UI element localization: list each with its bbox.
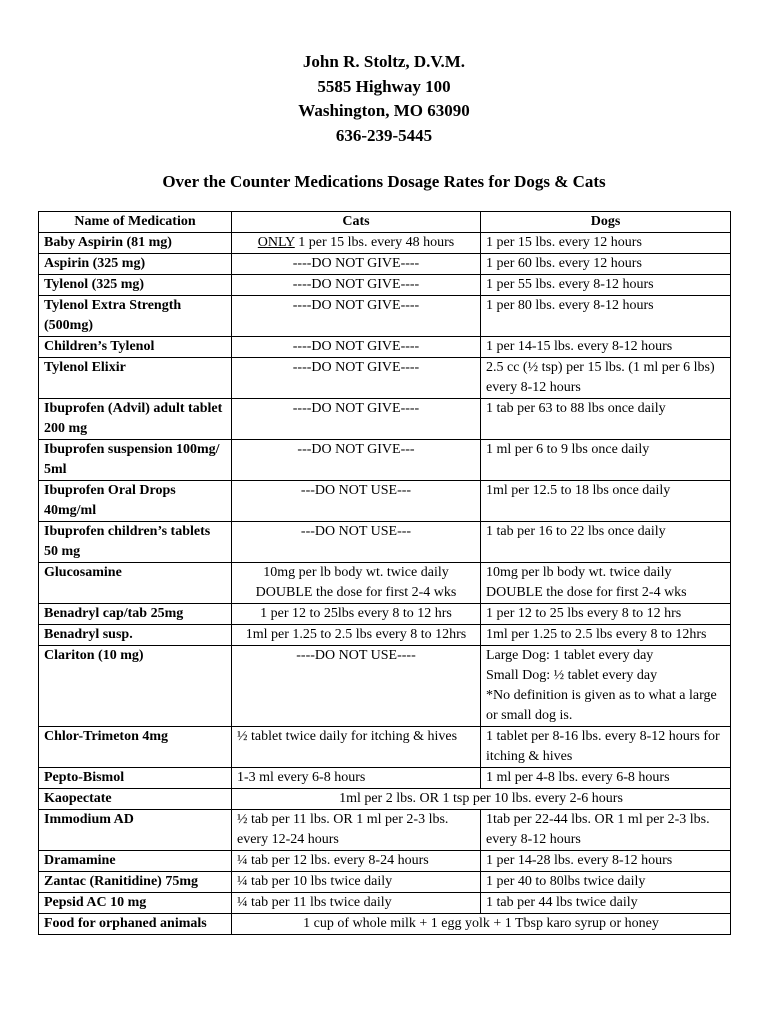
- cats-dosage: ----DO NOT GIVE----: [232, 296, 481, 337]
- dogs-dosage: 2.5 cc (½ tsp) per 15 lbs. (1 ml per 6 lbs) every 8-12 hours: [481, 358, 731, 399]
- cats-dosage: ----DO NOT GIVE----: [232, 254, 481, 275]
- medication-name: Pepsid AC 10 mg: [39, 893, 232, 914]
- cats-dosage: ¼ tab per 12 lbs. every 8-24 hours: [232, 851, 481, 872]
- dogs-dosage: 1 per 55 lbs. every 8-12 hours: [481, 275, 731, 296]
- cats-dosage: ½ tab per 11 lbs. OR 1 ml per 2-3 lbs. every 12-24 hours: [232, 810, 481, 851]
- table-row: [39, 604, 731, 625]
- cats-dosage: 10mg per lb body wt. twice daily DOUBLE the dose for first 2-4 wks: [232, 563, 481, 604]
- dogs-dosage-line: Small Dog: ½ tablet every day: [486, 668, 658, 683]
- medication-name: Children’s Tylenol: [39, 337, 232, 358]
- table-row: [39, 275, 731, 296]
- cats-dosage: 1 per 12 to 25lbs every 8 to 12 hrs: [232, 604, 481, 625]
- table-row: [39, 768, 731, 789]
- table-row: [39, 254, 731, 275]
- medication-name: Tylenol Elixir: [39, 358, 232, 399]
- dogs-dosage: 1 per 14-15 lbs. every 8-12 hours: [481, 337, 731, 358]
- table-row: [39, 810, 731, 851]
- medication-name: Clariton (10 mg): [39, 646, 232, 727]
- medication-name: Zantac (Ranitidine) 75mg: [39, 872, 232, 893]
- table-row: [39, 440, 731, 481]
- cats-dosage: ----DO NOT GIVE----: [232, 358, 481, 399]
- cats-dosage: ----DO NOT USE----: [232, 646, 481, 727]
- medication-name: Immodium AD: [39, 810, 232, 851]
- table-row: [39, 625, 731, 646]
- clinic-city: Washington, MO 63090: [298, 101, 470, 120]
- dogs-dosage: 10mg per lb body wt. twice daily DOUBLE the dose for first 2-4 wks: [481, 563, 731, 604]
- dogs-dosage: 1 per 80 lbs. every 8-12 hours: [481, 296, 731, 337]
- dogs-dosage: 1 per 14-28 lbs. every 8-12 hours: [481, 851, 731, 872]
- table-row: [39, 872, 731, 893]
- medication-name: Baby Aspirin (81 mg): [39, 233, 232, 254]
- table-row: [39, 563, 731, 604]
- clinic-header: [0, 50, 768, 148]
- medication-name: Benadryl cap/tab 25mg: [39, 604, 232, 625]
- cats-dosage: 1ml per 1.25 to 2.5 lbs every 8 to 12hrs: [232, 625, 481, 646]
- table-row: [39, 789, 731, 810]
- medication-name: Ibuprofen (Advil) adult tablet 200 mg: [39, 399, 232, 440]
- table-row: [39, 399, 731, 440]
- dogs-dosage-note: *No definition is given as to what a large or small dog is.: [486, 688, 717, 723]
- dogs-dosage: [481, 646, 731, 727]
- document-title: Over the Counter Medications Dosage Rates for Dogs & Cats: [162, 172, 606, 191]
- cats-dosage: ----DO NOT GIVE----: [232, 337, 481, 358]
- table-row: [39, 481, 731, 522]
- dosage-table: [38, 211, 731, 935]
- header-medication: Name of Medication: [39, 212, 232, 233]
- header-dogs: Dogs: [481, 212, 731, 233]
- cats-dosage-text: 1 per 15 lbs. every 48 hours: [294, 235, 455, 250]
- dogs-dosage: 1 per 40 to 80lbs twice daily: [481, 872, 731, 893]
- cats-dosage: ---DO NOT USE---: [232, 522, 481, 563]
- medication-name: Kaopectate: [39, 789, 232, 810]
- dogs-dosage: 1 tab per 63 to 88 lbs once daily: [481, 399, 731, 440]
- table-row: [39, 914, 731, 935]
- medication-name: Glucosamine: [39, 563, 232, 604]
- dogs-dosage: 1 tablet per 8-16 lbs. every 8-12 hours for itching & hives: [481, 727, 731, 768]
- table-row: [39, 893, 731, 914]
- clinic-address: 5585 Highway 100: [317, 76, 451, 96]
- medication-name: Chlor-Trimeton 4mg: [39, 727, 232, 768]
- table-row: [39, 727, 731, 768]
- vet-name: John R. Stoltz, D.V.M.: [302, 52, 466, 71]
- dogs-dosage: 1 per 12 to 25 lbs every 8 to 12 hrs: [481, 604, 731, 625]
- dogs-dosage: 1tab per 22-44 lbs. OR 1 ml per 2-3 lbs. every 8-12 hours: [481, 810, 731, 851]
- only-emphasis: ONLY: [257, 235, 295, 250]
- dogs-dosage: 1 tab per 16 to 22 lbs once daily: [481, 522, 731, 563]
- clinic-phone: 636-239-5445: [335, 125, 433, 145]
- table-row: [39, 337, 731, 358]
- medication-name: Food for orphaned animals: [39, 914, 232, 935]
- medication-name: Tylenol Extra Strength (500mg): [39, 296, 232, 337]
- table-row: [39, 296, 731, 337]
- table-row: [39, 646, 731, 727]
- dogs-dosage: 1 per 15 lbs. every 12 hours: [481, 233, 731, 254]
- shared-dosage: 1ml per 2 lbs. OR 1 tsp per 10 lbs. every 2-6 hours: [232, 789, 731, 810]
- table-header-row: [39, 212, 731, 233]
- dogs-dosage: 1ml per 1.25 to 2.5 lbs every 8 to 12hrs: [481, 625, 731, 646]
- medication-name: Tylenol (325 mg): [39, 275, 232, 296]
- medication-name: Ibuprofen suspension 100mg/ 5ml: [39, 440, 232, 481]
- cats-dosage: ----DO NOT GIVE----: [232, 275, 481, 296]
- medication-name: Aspirin (325 mg): [39, 254, 232, 275]
- cats-dosage: [232, 233, 481, 254]
- dogs-dosage: 1 per 60 lbs. every 12 hours: [481, 254, 731, 275]
- table-row: [39, 358, 731, 399]
- medication-name: Pepto-Bismol: [39, 768, 232, 789]
- table-row: [39, 233, 731, 254]
- medication-name: Dramamine: [39, 851, 232, 872]
- cats-dosage: ---DO NOT GIVE---: [232, 440, 481, 481]
- cats-dosage: ----DO NOT GIVE----: [232, 399, 481, 440]
- dogs-dosage: 1 ml per 4-8 lbs. every 6-8 hours: [481, 768, 731, 789]
- dogs-dosage: 1 tab per 44 lbs twice daily: [481, 893, 731, 914]
- cats-dosage: ¼ tab per 10 lbs twice daily: [232, 872, 481, 893]
- table-row: [39, 851, 731, 872]
- medication-name: Ibuprofen children’s tablets 50 mg: [39, 522, 232, 563]
- cats-dosage: ½ tablet twice daily for itching & hives: [232, 727, 481, 768]
- dogs-dosage-line: Large Dog: 1 tablet every day: [486, 648, 654, 663]
- header-cats: Cats: [232, 212, 481, 233]
- cats-dosage: 1-3 ml every 6-8 hours: [232, 768, 481, 789]
- cats-dosage: ¼ tab per 11 lbs twice daily: [232, 893, 481, 914]
- dogs-dosage: 1ml per 12.5 to 18 lbs once daily: [481, 481, 731, 522]
- medication-name: Benadryl susp.: [39, 625, 232, 646]
- shared-dosage: 1 cup of whole milk + 1 egg yolk + 1 Tbsp karo syrup or honey: [232, 914, 731, 935]
- cats-dosage: ---DO NOT USE---: [232, 481, 481, 522]
- table-row: [39, 522, 731, 563]
- dogs-dosage: 1 ml per 6 to 9 lbs once daily: [481, 440, 731, 481]
- medication-name: Ibuprofen Oral Drops 40mg/ml: [39, 481, 232, 522]
